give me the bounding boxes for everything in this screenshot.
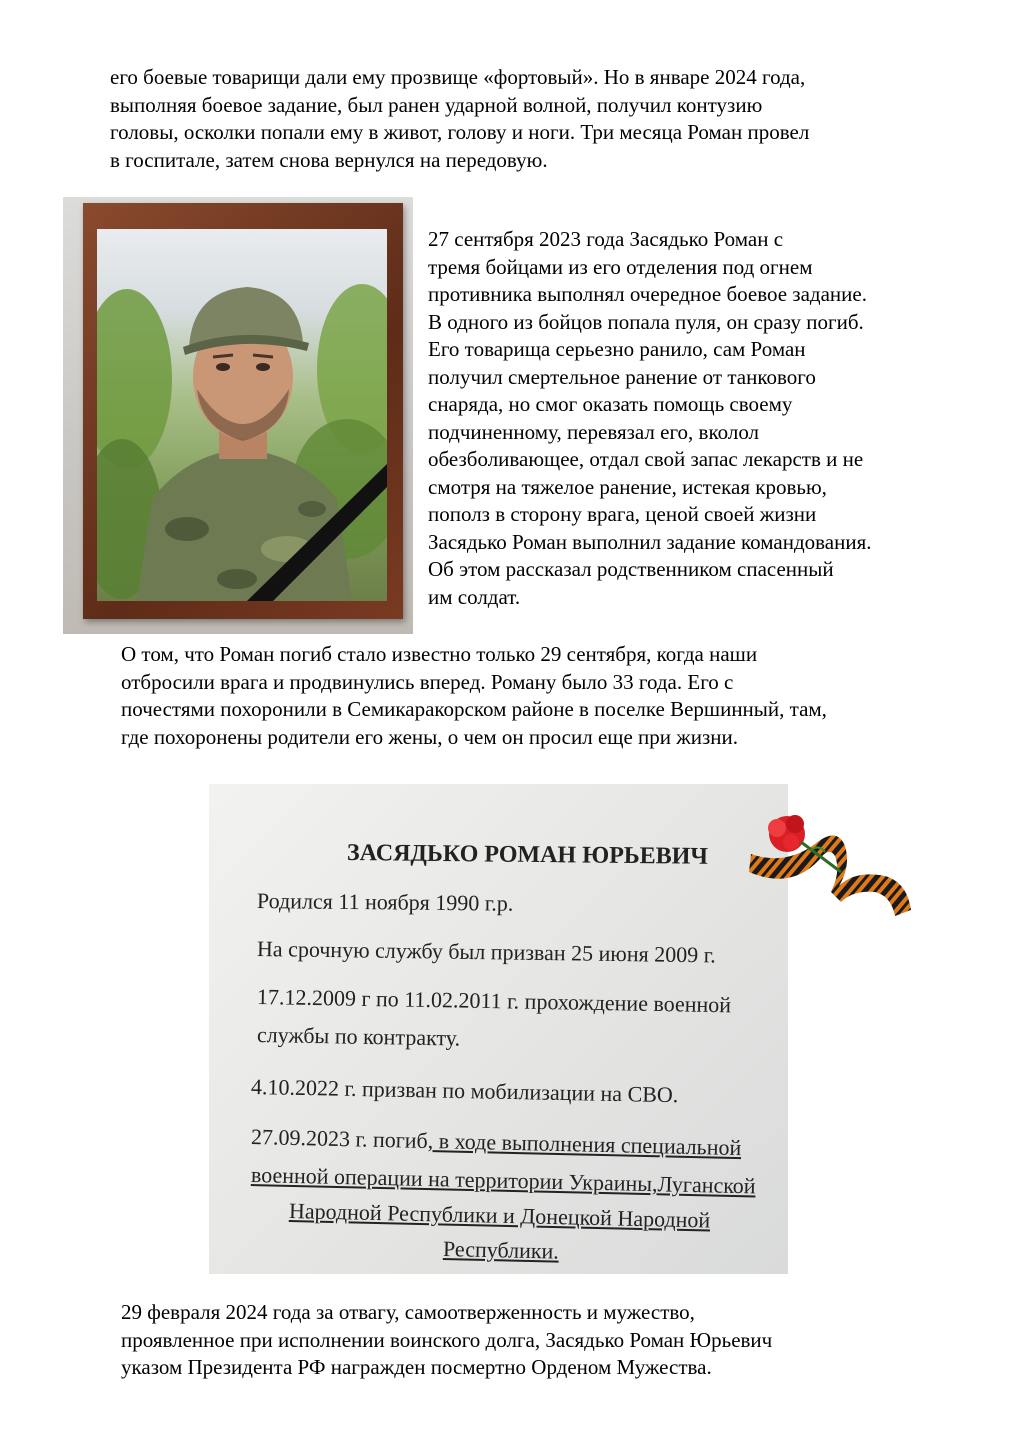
text-line: его боевые товарищи дали ему прозвище «фортовый». Но в январе 2024 года, — [110, 65, 806, 89]
paragraph-intro — [110, 64, 809, 174]
text-line: Об этом рассказал родственником спасенный — [428, 557, 834, 581]
biography-document-photo — [209, 784, 788, 1274]
text-line: О том, что Роман погиб стало известно только 29 сентября, когда наши — [121, 642, 758, 666]
text-line: снаряда, но смог оказать помощь своему — [428, 392, 793, 416]
soldier-portrait-illustration — [97, 229, 387, 601]
text-line: смотря на тяжелое ранение, истекая кровью, — [428, 474, 827, 499]
text-line: В одного из бойцов попала пуля, он сразу погиб. — [428, 309, 864, 334]
text-line: проявленное при исполнении воинского долга, Засядько Роман Юрьевич — [121, 1327, 773, 1352]
text-line: указом Президента РФ награжден посмертно Орденом Мужества. — [121, 1355, 712, 1379]
text-line: в госпитале, затем снова вернулся на передовую. — [110, 147, 548, 172]
paragraph-award — [121, 1299, 772, 1382]
document-died-prefix: 27.09.2023 г. погиб — [250, 1124, 429, 1154]
text-line: обезболивающее, отдал свой запас лекарств и не — [428, 447, 864, 471]
photo-frame — [83, 203, 403, 619]
text-line: 29 февраля 2024 года за отвагу, самоотверженность и мужество, — [121, 1300, 695, 1324]
document-died-line4: Республики. — [442, 1236, 560, 1264]
text-line: где похоронены родители его жены, о чем он просил еще при жизни. — [121, 724, 739, 749]
document-service: На срочную службу был призван 25 июня 2009 г. — [256, 936, 716, 968]
text-line: почестями похоронили в Семикаракорском районе в поселке Вершинный, там, — [121, 697, 827, 721]
text-line: противника выполнял очередное боевое задание. — [428, 282, 867, 306]
document-born: Родился 11 ноября 1990 г.р. — [256, 888, 514, 916]
portrait-photo — [63, 197, 413, 634]
text-line: головы, осколки попали ему в живот, голову и ноги. Три месяца Роман провел — [110, 120, 810, 144]
text-line: Его товарища серьезно ранило, сам Роман — [428, 337, 806, 361]
portrait-image — [97, 229, 387, 601]
document-died-line2: военной операции на территории Украины,Луганской — [250, 1162, 756, 1199]
paragraph-battle-story — [428, 226, 872, 611]
text-line: 27 сентября 2023 года Засядько Роман с — [428, 227, 784, 251]
document-died-text: , в ходе выполнения специальной — [427, 1128, 742, 1161]
text-line: получил смертельное ранение от танкового — [428, 364, 816, 389]
document-contract-line2: службы по контракту. — [256, 1022, 461, 1051]
document-title: ЗАСЯДЬКО РОМАН ЮРЬЕВИЧ — [346, 840, 709, 870]
paragraph-burial — [121, 641, 827, 751]
text-line: выполняя боевое задание, был ранен ударной волной, получил контузию — [110, 92, 763, 117]
document-died-line1 — [251, 1124, 742, 1161]
text-line: тремя бойцами из его отделения под огнем — [428, 254, 813, 279]
text-line: подчиненному, перевязал его, вколол — [428, 419, 760, 444]
text-line: Засядько Роман выполнил задание командования. — [428, 529, 872, 554]
document-contract-line1: 17.12.2009 г по 11.02.2011 г. прохождение военной — [256, 984, 732, 1018]
text-line: пополз в сторону врага, ценой своей жизни — [428, 502, 817, 526]
st-george-ribbon-icon — [745, 806, 915, 918]
text-line: отбросили врага и продвинулись вперед. Роману было 33 года. Его с — [121, 669, 734, 694]
biography-document — [209, 784, 788, 1274]
text-line: им солдат. — [428, 584, 521, 609]
document-died-line3: Народной Республики и Донецкой Народной — [288, 1198, 711, 1233]
document-mobilized: 4.10.2022 г. призван по мобилизации на СВО. — [250, 1074, 679, 1108]
